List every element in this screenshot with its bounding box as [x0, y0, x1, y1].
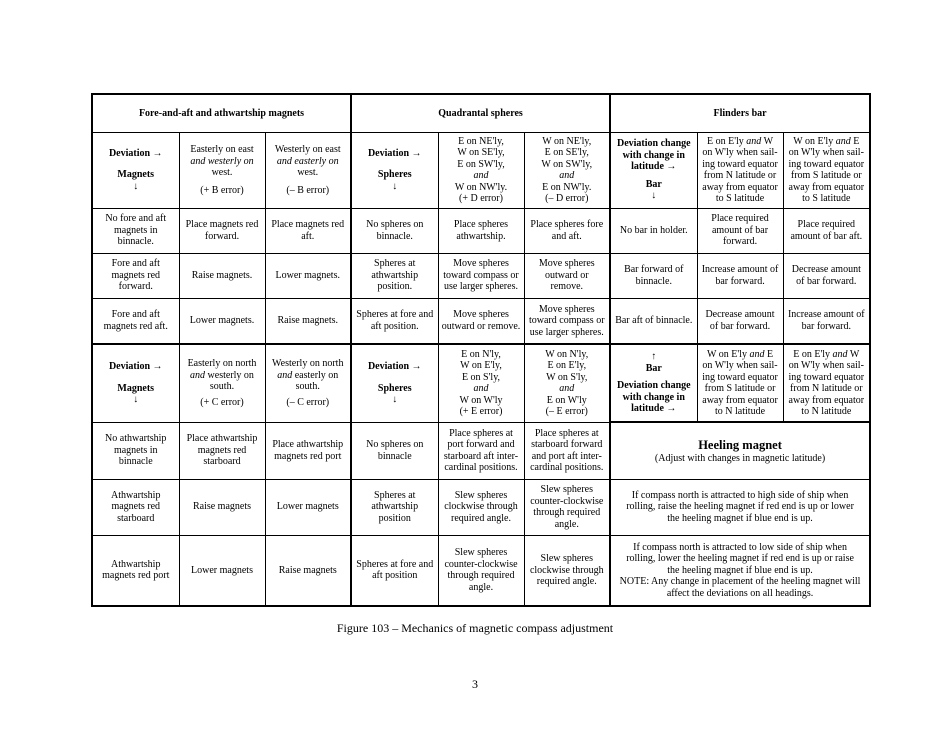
c-minus-error: Westerly on north and easterly on south. (– C error): [265, 344, 351, 422]
table-cell: Move spheres outward or remove.: [438, 298, 524, 344]
table-cell: Lower magnets: [265, 479, 351, 535]
bar-error-toward-s: W on E'ly and E on W'ly when sail- ing toward equator from S latitude or away from equator to S latitude: [783, 132, 870, 208]
heeling-magnet-subtitle: (Adjust with changes in magnetic latitude): [654, 452, 826, 464]
arrow-right-icon: →: [666, 161, 677, 173]
table-row: [92, 253, 870, 298]
table-cell: Move spheres toward compass or use larger spheres.: [524, 298, 610, 344]
table-cell: Place magnets red aft.: [265, 208, 351, 253]
header-fore-aft: Fore-and-aft and athwartship magnets: [92, 94, 351, 132]
page-number: 3: [472, 677, 478, 691]
compass-adjustment-table: [91, 93, 871, 607]
table-row: [92, 479, 870, 535]
arrow-right-icon: →: [411, 147, 422, 159]
table-cell: No spheres on binnacle: [351, 422, 438, 479]
table-cell: Decrease amount of bar forward.: [697, 298, 783, 344]
table-cell: Slew spheres counter-clockwise through required angle.: [524, 479, 610, 535]
table-cell: No fore and aft magnets in binnacle.: [92, 208, 179, 253]
table-cell: Increase amount of bar forward.: [783, 298, 870, 344]
table-cell: Spheres at fore and aft position: [351, 535, 438, 606]
table-cell: Spheres at athwartship position: [351, 479, 438, 535]
bar-deviation-change-label-2: ↑ Bar Deviation change with change in latitude →: [610, 344, 697, 422]
table-cell: No athwartship magnets in binnacle: [92, 422, 179, 479]
deviation-change-bar-label: Deviation change with change in latitude → Bar ↓: [610, 132, 697, 208]
table-row: [92, 208, 870, 253]
deviation-spheres-label-2: Deviation → Spheres ↓: [351, 344, 438, 422]
b-plus-error: Easterly on east and westerly on west. (+ B error): [179, 132, 265, 208]
table-cell: Lower magnets: [179, 535, 265, 606]
arrow-down-icon: ↓: [651, 190, 657, 202]
heeling-rule-low-side: If compass north is attracted to low side of ship when rolling, lower the heeling magnet if red end is up or raise the heeling magnet if blue end is up. NOTE: Any change in placement of the heeling magnet will affect the deviations on all headings.: [610, 535, 870, 606]
deviation-magnets-label-2: Deviation → Magnets ↓: [92, 344, 179, 422]
arrow-right-icon: →: [411, 361, 422, 372]
d-plus-error: E on NE'ly, W on SE'ly, E on SW'ly, and W on NW'ly. (+ D error): [438, 132, 524, 208]
table-cell: Spheres at athwartship position.: [351, 253, 438, 298]
heeling-note: NOTE: Any change in placement of the heeling magnet will affect the deviations on all headings.: [619, 576, 861, 599]
table-row: [92, 298, 870, 344]
heeling-magnet-heading: [610, 422, 870, 479]
table-cell: Move spheres outward or remove.: [524, 253, 610, 298]
table-cell: Move spheres toward compass or use larger spheres.: [438, 253, 524, 298]
deviation-spheres-label: Deviation → Spheres ↓: [351, 132, 438, 208]
bar-error-toward-n-2: E on E'ly and W on W'ly when sail- ing toward equator from N latitude or away from equator to N latitude: [783, 344, 870, 422]
table-cell: Bar forward of binnacle.: [610, 253, 697, 298]
table-row: [92, 535, 870, 606]
table-cell: Spheres at fore and aft position.: [351, 298, 438, 344]
table-cell: Place spheres athwartship.: [438, 208, 524, 253]
bar-error-toward-n: E on E'ly and W on W'ly when sail- ing toward equator from N latitude or away from equator to S latitude: [697, 132, 783, 208]
arrow-up-icon: ↑: [651, 351, 657, 363]
table-cell: Slew spheres clockwise through required angle.: [524, 535, 610, 606]
table-cell: Lower magnets.: [179, 298, 265, 344]
e-minus-error: W on N'ly, E on E'ly, W on S'ly, and E on W'ly (– E error): [524, 344, 610, 422]
table-cell: Place spheres at port forward and starboard aft inter-cardinal positions.: [438, 422, 524, 479]
table-row: [92, 422, 870, 479]
arrow-down-icon: ↓: [133, 180, 139, 192]
bar-error-toward-s-2: W on E'ly and E on W'ly when sail- ing toward equator from S latitude or away from equator to N latitude: [697, 344, 783, 422]
table-cell: Slew spheres clockwise through required angle.: [438, 479, 524, 535]
arrow-right-icon: →: [152, 147, 163, 159]
arrow-right-icon: →: [666, 403, 677, 415]
table-cell: Place athwartship magnets red starboard: [179, 422, 265, 479]
arrow-right-icon: →: [152, 361, 163, 372]
table-cell: Place magnets red forward.: [179, 208, 265, 253]
e-plus-error: E on N'ly, W on E'ly, E on S'ly, and W on W'ly (+ E error): [438, 344, 524, 422]
table-cell: Raise magnets.: [179, 253, 265, 298]
table-cell: Athwartship magnets red starboard: [92, 479, 179, 535]
table-cell: Place athwartship magnets red port: [265, 422, 351, 479]
table-cell: Slew spheres counter-clockwise through required angle.: [438, 535, 524, 606]
table-cell: Athwartship magnets red port: [92, 535, 179, 606]
table-cell: Place spheres fore and aft.: [524, 208, 610, 253]
table-cell: Raise magnets: [265, 535, 351, 606]
table-cell: Increase amount of bar forward.: [697, 253, 783, 298]
b-minus-error: Westerly on east and easterly on west. (– B error): [265, 132, 351, 208]
figure-caption: Figure 103 – Mechanics of magnetic compass adjustment: [336, 621, 614, 635]
table-cell: Fore and aft magnets red forward.: [92, 253, 179, 298]
heeling-magnet-title: Heeling magnet: [698, 437, 782, 452]
arrow-down-icon: ↓: [392, 394, 398, 405]
table-cell: Raise magnets.: [265, 298, 351, 344]
table-cell: No bar in holder.: [610, 208, 697, 253]
header-quadrantal: Quadrantal spheres: [351, 94, 610, 132]
table-cell: Fore and aft magnets red aft.: [92, 298, 179, 344]
arrow-down-icon: ↓: [392, 180, 398, 192]
c-plus-error: Easterly on north and westerly on south. (+ C error): [179, 344, 265, 422]
table-cell: No spheres on binnacle.: [351, 208, 438, 253]
heeling-rule-high-side: If compass north is attracted to high side of ship when rolling, raise the heeling magnet if red end is up or lower the heeling magnet if blue end is up.: [610, 479, 870, 535]
deviation-magnets-label: Deviation → Magnets ↓: [92, 132, 179, 208]
header-flinders: Flinders bar: [610, 94, 870, 132]
arrow-down-icon: ↓: [133, 394, 139, 405]
table-cell: Place spheres at starboard forward and port aft inter-cardinal positions.: [524, 422, 610, 479]
table-cell: Bar aft of binnacle.: [610, 298, 697, 344]
table-cell: Decrease amount of bar forward.: [783, 253, 870, 298]
table-cell: Place required amount of bar forward.: [697, 208, 783, 253]
table-cell: Lower magnets.: [265, 253, 351, 298]
d-minus-error: W on NE'ly, E on SE'ly, W on SW'ly, and E on NW'ly. (– D error): [524, 132, 610, 208]
table-cell: Place required amount of bar aft.: [783, 208, 870, 253]
table-cell: Raise magnets: [179, 479, 265, 535]
